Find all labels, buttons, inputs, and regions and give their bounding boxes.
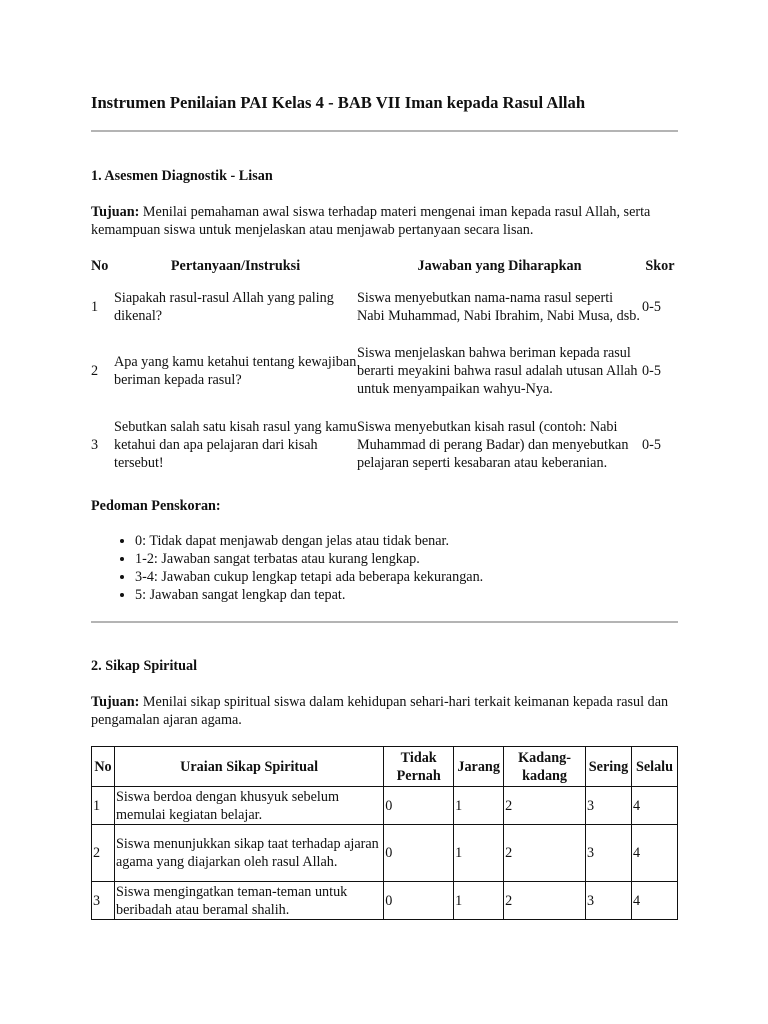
row-desc: Siswa berdoa dengan khusyuk sebelum memulai kegiatan belajar. [114,787,383,825]
scoring-heading: Pedoman Penskoran: [91,498,221,514]
table-row [91,408,678,481]
row-value: 3 [586,787,632,825]
goal-label: Tujuan: [91,694,140,710]
row-value: 4 [631,787,677,825]
row-score: 0-5 [642,436,661,453]
goal-text: Menilai pemahaman awal siswa terhadap materi mengenai iman kepada rasul Allah, serta kemampuan siswa untuk menjelaskan atau menjawab pertanyaan secara lisan. [91,204,651,238]
row-value: 0 [384,825,454,882]
diagnostic-table [91,252,678,481]
col-header: Kadang-kadang [504,747,586,787]
table-row [92,825,678,882]
document-title: Instrumen Penilaian PAI Kelas 4 - BAB VII Iman kepada Rasul Allah [91,93,586,112]
goal-text: Menilai sikap spiritual siswa dalam kehidupan sehari-hari terkait keimanan kepada rasul dan pengamalan ajaran agama. [91,694,669,728]
row-value: 2 [504,787,586,825]
divider [91,130,678,132]
col-header: Jarang [454,747,504,787]
table-row [91,280,678,334]
divider [91,621,678,623]
scoring-list [91,532,483,604]
table-row [92,787,678,825]
list-item: • 0: Tidak dapat menjawab dengan jelas atau tidak benar. [135,532,483,550]
goal-label: Tujuan: [91,204,140,220]
section2-heading: 2. Sikap Spiritual [91,658,198,674]
section1-goal [91,203,678,239]
section1-heading: 1. Asesmen Diagnostik - Lisan [91,168,273,184]
col-header: No [92,747,115,787]
row-value: 0 [384,882,454,920]
col-header: Pertanyaan/Instruksi [170,258,301,274]
row-question: Sebutkan salah satu kisah rasul yang kamu ketahui dan apa pelajaran dari kisah tersebut! [114,418,357,471]
col-header: Skor [645,258,675,274]
col-header: Uraian Sikap Spiritual [114,747,383,787]
row-value: 1 [454,882,504,920]
row-no: 1 [92,787,115,825]
row-no: 3 [91,436,99,453]
row-value: 4 [631,825,677,882]
row-no: 2 [91,363,99,379]
col-header: Sering [586,747,632,787]
col-header: Jawaban yang Diharapkan [417,258,582,274]
row-value: 1 [454,825,504,882]
row-answer: Siswa menyebutkan kisah rasul (contoh: Nabi Muhammad di perang Badar) dan menyebutkan pelajaran seperti kesabaran atau keberanian. [357,418,629,471]
row-value: 2 [504,825,586,882]
row-desc: Siswa mengingatkan teman-teman untuk beribadah atau beramal shalih. [114,882,383,920]
list-item: • 3-4: Jawaban cukup lengkap tetapi ada beberapa kekurangan. [135,568,483,586]
table-row [91,334,678,408]
row-no: 3 [92,882,115,920]
row-score: 0-5 [642,299,661,315]
row-question: Siapakah rasul-rasul Allah yang paling dikenal? [114,290,334,324]
row-desc: Siswa menunjukkan sikap taat terhadap ajaran agama yang diajarkan oleh rasul Allah. [114,825,383,882]
row-value: 0 [384,787,454,825]
list-item: • 5: Jawaban sangat lengkap dan tepat. [135,586,483,604]
row-no: 2 [92,825,115,882]
row-answer: Siswa menyebutkan nama-nama rasul seperti Nabi Muhammad, Nabi Ibrahim, Nabi Musa, dsb. [357,290,640,324]
row-no: 1 [91,299,99,315]
row-question: Apa yang kamu ketahui tentang kewajiban beriman kepada rasul? [114,354,357,388]
section2-goal [91,693,678,729]
row-score: 0-5 [642,363,661,379]
row-value: 3 [586,882,632,920]
table-row [92,882,678,920]
table-header-row [91,252,678,280]
row-value: 3 [586,825,632,882]
row-value: 1 [454,787,504,825]
row-value: 4 [631,882,677,920]
col-header: Tidak Pernah [384,747,454,787]
spiritual-table [91,746,678,920]
row-value: 2 [504,882,586,920]
col-header: No [91,258,109,274]
list-item: • 1-2: Jawaban sangat terbatas atau kurang lengkap. [135,550,483,568]
col-header: Selalu [631,747,677,787]
table-header-row [92,747,678,787]
row-answer: Siswa menjelaskan bahwa beriman kepada rasul berarti meyakini bahwa rasul adalah utusan Allah untuk menyampaikan wahyu-Nya. [357,345,638,397]
